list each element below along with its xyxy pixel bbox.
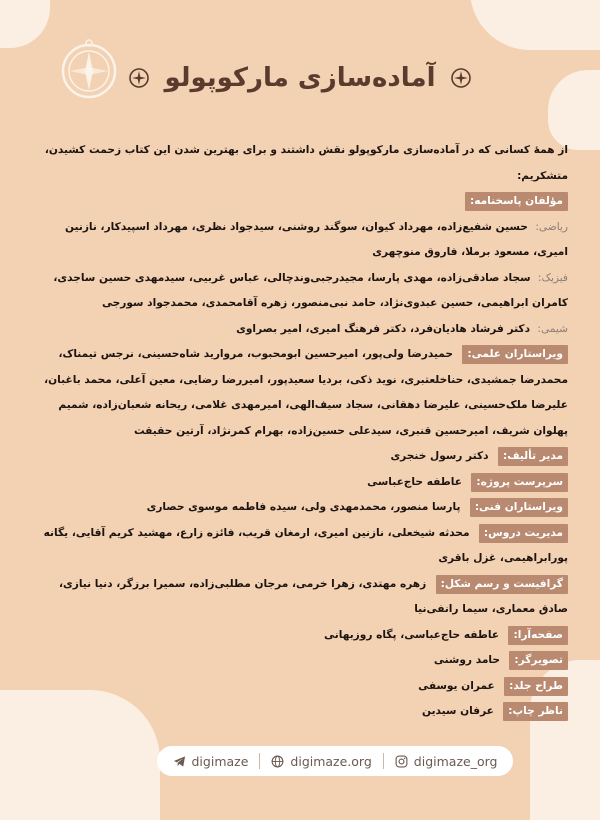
chemistry-authors xyxy=(40,317,568,343)
scientific-editors xyxy=(40,342,568,444)
credit-row xyxy=(40,572,568,623)
credit-value: پارسا منصور، محمدمهدی ولی، سیده فاطمه موسوی حصاری xyxy=(146,501,461,513)
intro-text: از همهٔ کسانی که در آماده‌سازی مارکوپولو نقش داشتند و برای بهترین شدن این کتاب زحمت کشیدن، متشکریم: xyxy=(44,144,568,182)
map-decoration-top-right xyxy=(470,0,600,50)
credit-row xyxy=(40,444,568,470)
credit-label: مدیر تألیف: xyxy=(498,447,568,466)
website-url: digimaze.org xyxy=(290,753,372,769)
compass-star-icon xyxy=(128,67,150,89)
page-header xyxy=(0,58,600,98)
globe-icon xyxy=(271,755,284,768)
credit-label: تصویرگر: xyxy=(509,651,568,670)
credit-value: عمران یوسفی xyxy=(418,679,495,692)
credit-label: صفحه‌آرا: xyxy=(508,626,568,645)
math-authors xyxy=(40,215,568,266)
physics-authors xyxy=(40,266,568,317)
editors-label: ویراستاران علمی: xyxy=(462,345,568,364)
credit-value: حامد روشنی xyxy=(433,654,500,666)
credit-label: گرافیست و رسم شکل: xyxy=(436,575,568,594)
credit-value: عرفان سیدین xyxy=(422,705,494,717)
credit-row xyxy=(40,495,568,521)
credit-label: ویراستاران فنی: xyxy=(470,498,568,517)
math-names: حسین شفیع‌زاده، مهرداد کیوان، سوگند روشنی، سیدجواد نظری، مهرداد اسپیدکار، نازنین امیری، مسعود برملا، فاروق منوچهری xyxy=(64,220,568,258)
chemistry-label: شیمی: xyxy=(537,322,568,335)
credit-row xyxy=(40,470,568,496)
page-title: آماده‌سازی مارکوپولو xyxy=(164,63,436,93)
credit-value: عاطفه حاج‌عباسی xyxy=(367,475,462,488)
instagram-handle: digimaze_org xyxy=(413,753,498,769)
credit-row xyxy=(40,699,568,725)
credits-content xyxy=(40,138,568,725)
authors-label: مؤلفان پاسخنامه: xyxy=(465,192,568,211)
instagram-link[interactable] xyxy=(395,754,498,769)
map-decoration-top-left xyxy=(0,0,50,48)
chemistry-names: دکتر فرشاد هادیان‌فرد، دکتر فرهنگ امیری، امیر بصراوی xyxy=(236,322,531,335)
telegram-link[interactable] xyxy=(173,754,249,769)
physics-label: فیزیک: xyxy=(537,271,568,284)
compass-star-icon xyxy=(450,67,472,89)
instagram-icon xyxy=(395,755,408,768)
credit-row xyxy=(40,674,568,700)
credit-value: دکتر رسول خنجری xyxy=(390,450,489,462)
math-label: ریاضی: xyxy=(535,220,568,233)
footer-divider xyxy=(383,753,384,769)
physics-names: سجاد صادقی‌زاده، مهدی پارسا، مجیدرجبی‌وندچالی، عباس غربیی، سیدمهدی حسین ساجدی، کامران ابراهیمی، حسین عبدوی‌نژاد، حامد نبی‌منصور، زهره آقامحمدی، محمدجواد سورجی xyxy=(53,271,568,309)
credit-label: ناظر چاپ: xyxy=(503,702,568,721)
credit-value: زهره مهتدی، زهرا خرمی، مرجان مطلبی‌زاده، سمیرا برزگر، دنیا نیازی، صادق معماری، سیما رانفی‌نیا xyxy=(59,577,568,615)
credit-label: مدیریت دروس: xyxy=(479,524,568,543)
editors-names: حمیدرضا ولی‌پور، امیرحسین ابومحبوب، مروارید شاه‌حسینی، نرجس تیمناک، محمدرضا جمشیدی، حناخلعتبری، نوید ذکی، بردیا سعیدپور، امیررضا رضایی، معین آعلی، محمد باغبان، علیرضا ملک‌حسینی، علیرضا دهقانی، سجاد سیف‌الهی، امیرمهدی غلامی، ریحانه شعبان‌زاده، شمیم پهلوان شریف، امیرحسین قنبری، سیدعلی حسین‌زاده، بهرام کمرنژاد، آرتین حقیقت xyxy=(44,348,568,437)
credit-row xyxy=(40,648,568,674)
footer-divider xyxy=(259,753,260,769)
credit-value: عاطفه حاج‌عباسی، پگاه روزبهانی xyxy=(324,628,500,641)
website-link[interactable] xyxy=(271,754,371,769)
telegram-icon xyxy=(173,755,186,768)
credit-label: سرپرست پروژه: xyxy=(471,473,568,492)
telegram-handle: digimaze xyxy=(191,753,249,769)
credit-value: محدثه شیخعلی، نازنین امیری، ارمغان قریب، فائزه زارع، مهشید کریم آقایی، یگانه پورابراهیمی، غزل باقری xyxy=(43,526,568,564)
social-footer xyxy=(157,746,513,776)
credit-row xyxy=(40,623,568,649)
credit-row xyxy=(40,521,568,572)
credit-label: طراح جلد: xyxy=(504,677,568,696)
